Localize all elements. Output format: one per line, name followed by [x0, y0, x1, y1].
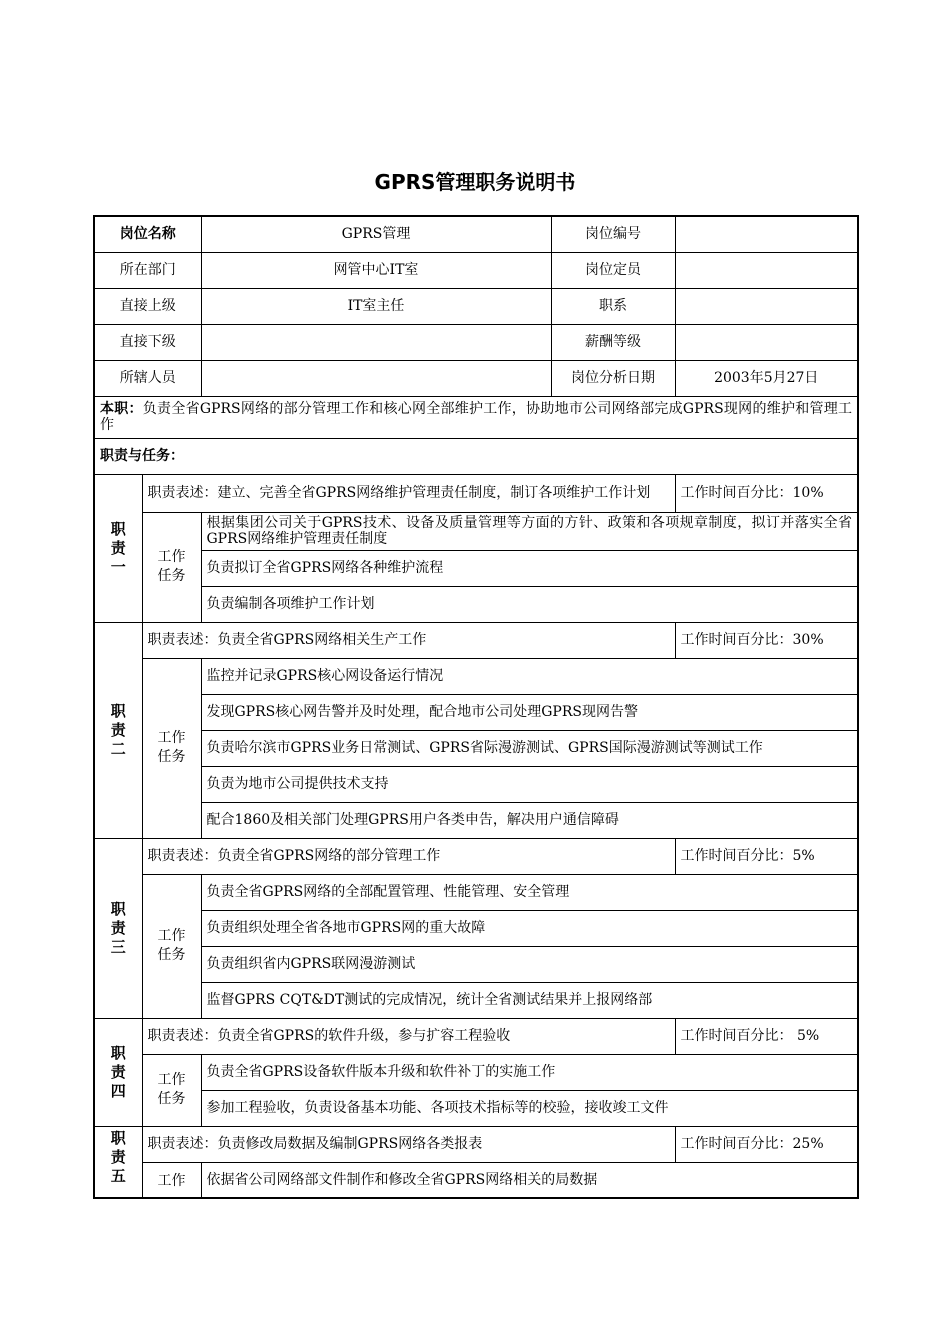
label-position-code: 岗位编号	[551, 216, 675, 252]
task-item: 负责全省GPRS设备软件版本升级和软件补丁的实施工作	[201, 1054, 858, 1090]
task-label-text: 工作任务	[157, 928, 186, 963]
duty-label-text: 职责三	[110, 899, 126, 956]
info-row	[94, 216, 858, 252]
task-row	[94, 658, 858, 694]
task-row	[94, 946, 858, 982]
duty-time-ratio: 工作时间百分比： 5%	[675, 1018, 858, 1054]
label-salary-grade: 薪酬等级	[551, 324, 675, 360]
summary-row	[94, 396, 858, 438]
duty-time-ratio: 工作时间百分比：25%	[675, 1126, 858, 1162]
duty-label	[94, 838, 142, 1018]
task-label	[142, 512, 201, 622]
label-job-family: 职系	[551, 288, 675, 324]
task-item: 配合1860及相关部门处理GPRS用户各类申告，解决用户通信障碍	[201, 802, 858, 838]
duty-label	[94, 1018, 142, 1126]
duty-label	[94, 622, 142, 838]
duty-desc-row	[94, 1018, 858, 1054]
value-job-family	[675, 288, 858, 324]
task-item: 根据集团公司关于GPRS技术、设备及质量管理等方面的方针、政策和各项规章制度，拟订并落实全省GPRS网络维护管理责任制度	[201, 512, 858, 550]
label-analysis-date: 岗位分析日期	[551, 360, 675, 396]
label-department: 所在部门	[94, 252, 201, 288]
task-label	[142, 1054, 201, 1126]
duties-header-row	[94, 438, 858, 474]
info-row	[94, 324, 858, 360]
info-row	[94, 252, 858, 288]
duty-desc-row	[94, 622, 858, 658]
task-item: 负责编制各项维护工作计划	[201, 586, 858, 622]
task-row	[94, 730, 858, 766]
summary-text: 负责全省GPRS网络的部分管理工作和核心网全部维护工作，协助地市公司网络部完成GPRS现网的维护和管理工作	[100, 401, 853, 433]
task-row	[94, 694, 858, 730]
task-item: 负责拟订全省GPRS网络各种维护流程	[201, 550, 858, 586]
task-item: 监控并记录GPRS核心网设备运行情况	[201, 658, 858, 694]
value-staff	[201, 360, 551, 396]
task-item: 参加工程验收，负责设备基本功能、各项技术指标等的校验，接收竣工文件	[201, 1090, 858, 1126]
task-item: 负责为地市公司提供技术支持	[201, 766, 858, 802]
label-position-name: 岗位名称	[94, 216, 201, 252]
duty-label	[94, 474, 142, 622]
value-analysis-date: 2003年5月27日	[675, 360, 858, 396]
duty-time-ratio: 工作时间百分比：5%	[675, 838, 858, 874]
duty-description: 职责表述：负责修改局数据及编制GPRS网络各类报表	[142, 1126, 675, 1162]
duty-description: 职责表述：建立、完善全省GPRS网络维护管理责任制度，制订各项维护工作计划	[142, 474, 675, 512]
task-row	[94, 586, 858, 622]
value-department: 网管中心IT室	[201, 252, 551, 288]
duty-label-text: 职责五	[110, 1128, 126, 1185]
duty-time-ratio: 工作时间百分比：10%	[675, 474, 858, 512]
task-row	[94, 1054, 858, 1090]
duty-desc-row	[94, 474, 858, 512]
value-headcount	[675, 252, 858, 288]
value-subordinate	[201, 324, 551, 360]
task-item: 负责哈尔滨市GPRS业务日常测试、GPRS省际漫游测试、GPRS国际漫游测试等测试工作	[201, 730, 858, 766]
task-row	[94, 874, 858, 910]
task-row	[94, 512, 858, 550]
job-description-table	[93, 215, 859, 1199]
summary-label: 本职：	[100, 401, 143, 417]
task-label	[142, 658, 201, 838]
label-superior: 直接上级	[94, 288, 201, 324]
task-row	[94, 910, 858, 946]
label-subordinate: 直接下级	[94, 324, 201, 360]
task-item: 依据省公司网络部文件制作和修改全省GPRS网络相关的局数据	[201, 1162, 858, 1198]
info-row	[94, 360, 858, 396]
duty-label-text: 职责四	[110, 1043, 126, 1100]
duty-time-ratio: 工作时间百分比：30%	[675, 622, 858, 658]
task-item: 监督GPRS CQT&DT测试的完成情况，统计全省测试结果并上报网络部	[201, 982, 858, 1018]
value-superior: IT室主任	[201, 288, 551, 324]
info-row	[94, 288, 858, 324]
duty-desc-row	[94, 1126, 858, 1162]
label-headcount: 岗位定员	[551, 252, 675, 288]
value-position-code	[675, 216, 858, 252]
task-row	[94, 1162, 858, 1198]
label-staff: 所辖人员	[94, 360, 201, 396]
task-label-text: 工作任务	[157, 730, 186, 765]
duty-description: 职责表述：负责全省GPRS网络的部分管理工作	[142, 838, 675, 874]
task-item: 发现GPRS核心网告警并及时处理，配合地市公司处理GPRS现网告警	[201, 694, 858, 730]
task-item: 负责组织处理全省各地市GPRS网的重大故障	[201, 910, 858, 946]
duty-label-text: 职责一	[110, 519, 126, 576]
task-row	[94, 802, 858, 838]
task-row	[94, 982, 858, 1018]
value-salary-grade	[675, 324, 858, 360]
page-title: GPRS管理职务说明书	[374, 170, 576, 194]
task-row	[94, 766, 858, 802]
task-item: 负责组织省内GPRS联网漫游测试	[201, 946, 858, 982]
task-label-text: 工作任务	[157, 1072, 186, 1107]
duty-desc-row	[94, 838, 858, 874]
task-label	[142, 874, 201, 1018]
duty-description: 职责表述：负责全省GPRS网络相关生产工作	[142, 622, 675, 658]
task-item: 负责全省GPRS网络的全部配置管理、性能管理、安全管理	[201, 874, 858, 910]
task-label	[142, 1162, 201, 1198]
duties-header: 职责与任务：	[94, 438, 858, 474]
duty-label-text: 职责二	[110, 701, 126, 758]
task-label-text: 工作	[157, 1172, 186, 1189]
task-row	[94, 1090, 858, 1126]
value-position-name: GPRS管理	[201, 216, 551, 252]
task-label-text: 工作任务	[157, 549, 186, 584]
task-row	[94, 550, 858, 586]
duty-description: 职责表述：负责全省GPRS的软件升级，参与扩容工程验收	[142, 1018, 675, 1054]
summary-cell	[94, 396, 858, 438]
duty-label	[94, 1126, 142, 1198]
